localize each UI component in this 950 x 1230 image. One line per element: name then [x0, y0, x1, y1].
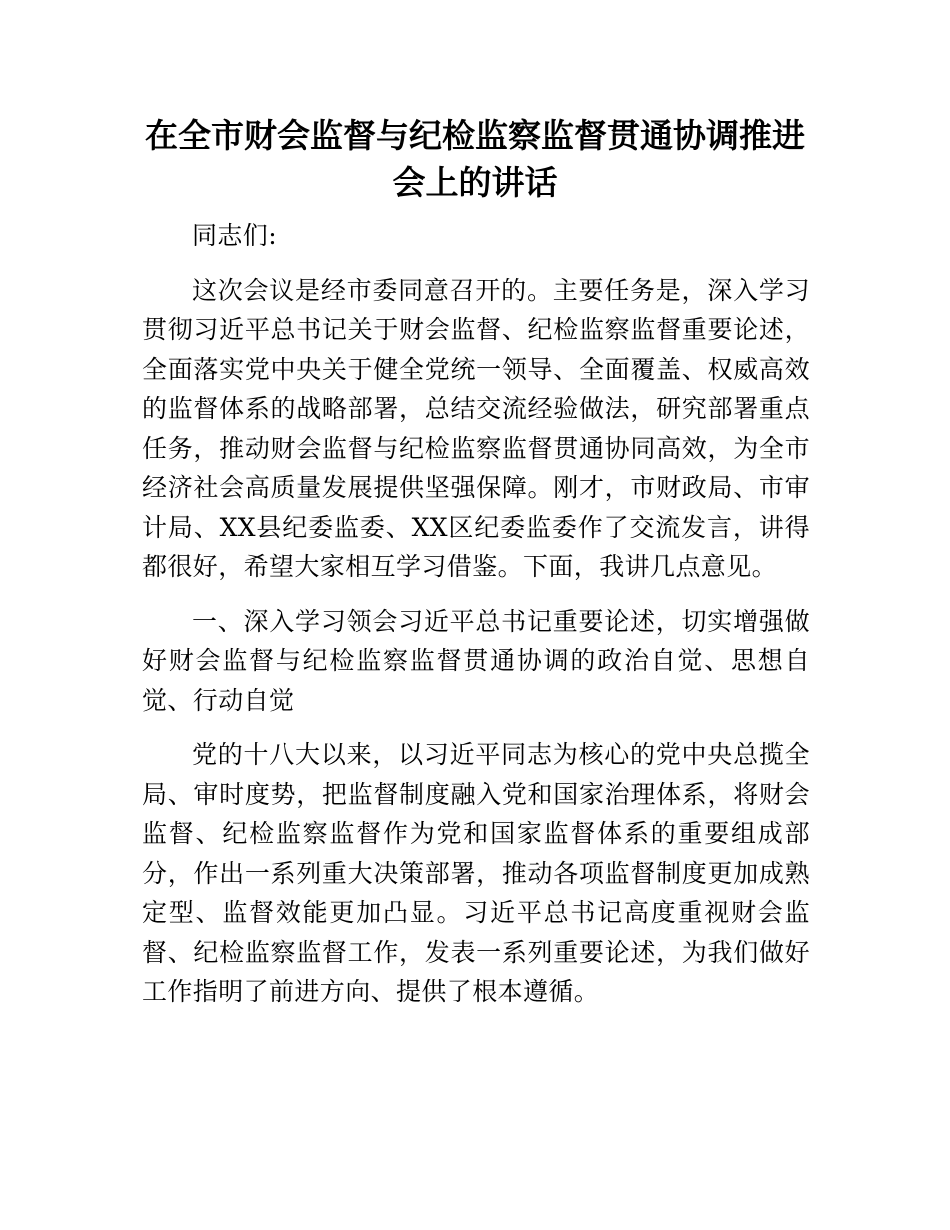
section-heading-1: 一、深入学习领会习近平总书记重要论述，切实增强做好财会监督与纪检监察监督贯通协调的政治自觉、思想自觉、行动自觉	[142, 606, 810, 715]
paragraph-section-1: 党的十八大以来，以习近平同志为核心的党中央总揽全局、审时度势，把监督制度融入党和国家治理体系，将财会监督、纪检监察监督作为党和国家监督体系的重要组成部分，作出一系列重大决策部署，推动各项监督制度更加成熟定型、监督效能更加凸显。习近平总书记高度重视财会监督、纪检监察监督工作，发表一系列重要论述，为我们做好工作指明了前进方向、提供了根本遵循。	[142, 740, 810, 1006]
document-title: 在全市财会监督与纪检监察监督贯通协调推进会上的讲话	[145, 116, 805, 202]
paragraph-intro: 这次会议是经市委同意召开的。主要任务是，深入学习贯彻习近平总书记关于财会监督、纪检监察监督重要论述，全面落实党中央关于健全党统一领导、全面覆盖、权威高效的监督体系的战略部署，总结交流经验做法，研究部署重点任务，推动财会监督与纪检监察监督贯通协同高效，为全市经济社会高质量发展提供坚强保障。刚才，市财政局、市审计局、XX县纪委监委、XX区纪委监委作了交流发言，讲得都很好，希望大家相互学习借鉴。下面，我讲几点意见。	[142, 275, 810, 581]
greeting: 同志们:	[192, 221, 278, 250]
document-body	[142, 216, 810, 1012]
